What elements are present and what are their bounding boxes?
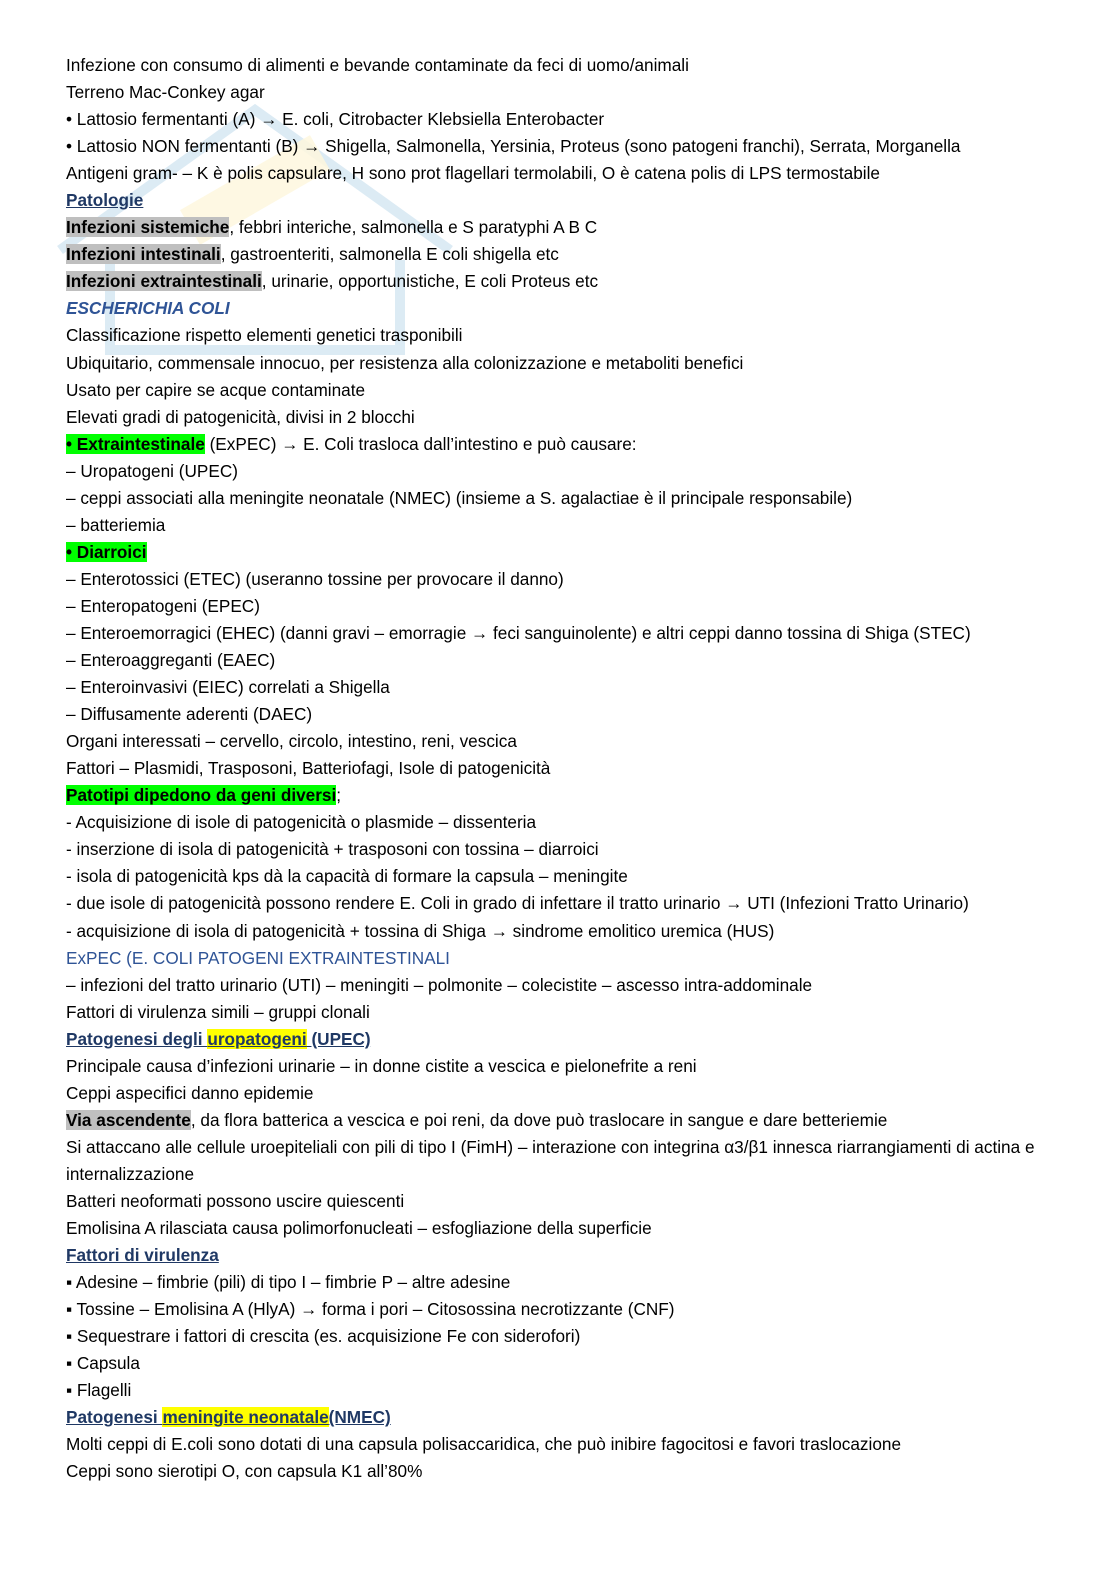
list-item: – Enteroinvasivi (EIEC) correlati a Shigella — [66, 677, 390, 698]
text-line: Molti ceppi di E.coli sono dotati di una capsula polisaccaridica, che può inibire fagocitosi e favori traslocazione — [66, 1434, 902, 1455]
bullet-item: ▪ Flagelli — [66, 1380, 132, 1401]
text-line: Classificazione rispetto elementi genetici trasponibili — [66, 325, 463, 346]
list-item: – Enterotossici (ETEC) (useranno tossine per provocare il danno) — [66, 568, 564, 589]
highlighted-term: Infezioni extraintestinali — [66, 271, 262, 292]
section-heading-nmec — [66, 1404, 1076, 1431]
line-text: , da flora batterica a vescica e poi reni, da dove può traslocare in sangue e dare betteriemie — [190, 1109, 888, 1130]
list-item: – Enteroemorragici (EHEC) (danni gravi – emorragie → feci sanguinolente) e altri ceppi danno tossina di Shiga (STEC) — [66, 622, 971, 643]
list-item: - inserzione di isola di patogenicità + trasposoni con tossina – diarroici — [66, 839, 599, 860]
highlighted-term: Patotipi dipedono da geni diversi — [66, 785, 337, 806]
list-item: - Acquisizione di isole di patogenicità o plasmide – dissenteria — [66, 812, 537, 833]
text-line: Elevati gradi di patogenicità, divisi in 2 blocchi — [66, 406, 415, 427]
text-line — [66, 539, 1076, 566]
highlighted-term: • Extraintestinale — [66, 433, 205, 454]
heading-part: Patogenesi degli — [66, 1028, 208, 1049]
list-item: - due isole di patogenicità possono rendere E. Coli in grado di infettare il tratto urinario → UTI (Infezioni Tratto Urinario) — [66, 893, 969, 914]
bullet-item: ▪ Tossine – Emolisina A (HlyA) → forma i pori – Citosossina necrotizzante (CNF) — [66, 1299, 675, 1320]
list-item: - isola di patogenicità kps dà la capacità di formare la capsula – meningite — [66, 866, 628, 887]
heading-part: Patogenesi — [66, 1407, 163, 1428]
heading-part: (UPEC) — [306, 1028, 371, 1049]
section-heading-expec — [66, 945, 1076, 972]
text-line: Terreno Mac-Conkey agar — [66, 82, 265, 103]
text-line: Fattori – Plasmidi, Trasposoni, Batteriofagi, Isole di patogenicità — [66, 758, 551, 779]
text-line: Infezione con consumo di alimenti e bevande contaminate da feci di uomo/animali — [66, 55, 689, 75]
heading-text: Fattori di virulenza — [66, 1245, 219, 1266]
list-item: – Enteropatogeni (EPEC) — [66, 595, 260, 616]
highlighted-term: meningite neonatale — [162, 1407, 329, 1428]
text-line: Ceppi sono sierotipi O, con capsula K1 all’80% — [66, 1461, 423, 1482]
text-paragraph: Si attaccano alle cellule uroepiteliali con pili di tipo I (FimH) – interazione con integrina α3/β1 innesca riarrangiamenti di actina e internalizzazione — [66, 1136, 1035, 1184]
highlighted-term: uropatogeni — [207, 1028, 307, 1049]
section-heading-fattori-virulenza — [66, 1242, 1076, 1269]
heading-text: Patologie — [66, 190, 144, 211]
heading-text — [66, 1407, 391, 1427]
text-line: Ceppi aspecifici danno epidemie — [66, 1082, 314, 1103]
text-line — [66, 1107, 1076, 1134]
highlighted-term: Infezioni sistemiche — [66, 217, 230, 238]
highlighted-term: • Diarroici — [66, 541, 147, 562]
highlighted-term: Via ascendente — [66, 1109, 191, 1130]
section-heading-upec — [66, 1026, 1076, 1053]
bullet-item: • Lattosio NON fermentanti (B) → Shigella, Salmonella, Yersinia, Proteus (sono patogeni franchi), Serrata, Morganella — [66, 136, 961, 157]
list-item: – batteriemia — [66, 514, 166, 535]
text-line: Usato per capire se acque contaminate — [66, 379, 366, 400]
text-line — [66, 782, 1076, 809]
heading-text — [66, 1029, 371, 1049]
text-line: Fattori di virulenza simili – gruppi clonali — [66, 1001, 370, 1022]
list-item: – Uropatogeni (UPEC) — [66, 460, 238, 481]
list-item: – Diffusamente aderenti (DAEC) — [66, 704, 313, 725]
text-line: Organi interessati – cervello, circolo, intestino, reni, vescica — [66, 731, 517, 752]
heading-text: ExPEC (E. COLI PATOGENI EXTRAINTESTINALI — [66, 947, 450, 968]
heading-part: (NMEC) — [328, 1407, 391, 1428]
text-line — [66, 214, 1076, 241]
text-line: Batteri neoformati possono uscire quiescenti — [66, 1190, 405, 1211]
line-text: ; — [336, 785, 342, 806]
text-line — [66, 431, 1076, 458]
line-text: , gastroenteriti, salmonella E coli shigella etc — [220, 244, 559, 265]
line-text: , febbri interiche, salmonella e S paratyphi A B C — [229, 217, 598, 238]
list-item: – ceppi associati alla meningite neonatale (NMEC) (insieme a S. agalactiae è il principale responsabile) — [66, 487, 853, 508]
bullet-item: ▪ Adesine – fimbrie (pili) di tipo I – fimbrie P – altre adesine — [66, 1272, 511, 1293]
list-item: – infezioni del tratto urinario (UTI) – meningiti – polmonite – colecistite – ascesso intra-addominale — [66, 974, 813, 995]
list-item: – Enteroaggreganti (EAEC) — [66, 650, 276, 671]
line-text: , urinarie, opportunistiche, E coli Proteus etc — [261, 271, 599, 292]
section-heading-escherichia-coli — [66, 295, 1076, 322]
text-line: Antigeni gram- – K è polis capsulare, H sono prot flagellari termolabili, O è catena polis di LPS termostabile — [66, 163, 880, 184]
list-item: - acquisizione di isola di patogenicità + tossina di Shiga → sindrome emolitico uremica (HUS) — [66, 920, 775, 941]
text-line: Ubiquitario, commensale innocuo, per resistenza alla colonizzazione e metaboliti benefici — [66, 352, 744, 373]
bullet-item: ▪ Capsula — [66, 1353, 140, 1374]
section-heading-patologie — [66, 187, 1076, 214]
line-text: (ExPEC) → E. Coli trasloca dall’intestino e può causare: — [204, 433, 637, 454]
heading-text: ESCHERICHIA COLI — [66, 298, 230, 319]
bullet-item: ▪ Sequestrare i fattori di crescita (es. acquisizione Fe con siderofori) — [66, 1326, 581, 1347]
text-line: Principale causa d’infezioni urinarie – in donne cistite a vescica e pielonefrite a reni — [66, 1055, 697, 1076]
text-line — [66, 268, 1076, 295]
text-line — [66, 241, 1076, 268]
highlighted-term: Infezioni intestinali — [66, 244, 221, 265]
bullet-item: • Lattosio fermentanti (A) → E. coli, Citrobacter Klebsiella Enterobacter — [66, 109, 605, 130]
document-page — [66, 52, 1076, 1485]
text-line: Emolisina A rilasciata causa polimorfonucleati – esfogliazione della superficie — [66, 1218, 652, 1239]
